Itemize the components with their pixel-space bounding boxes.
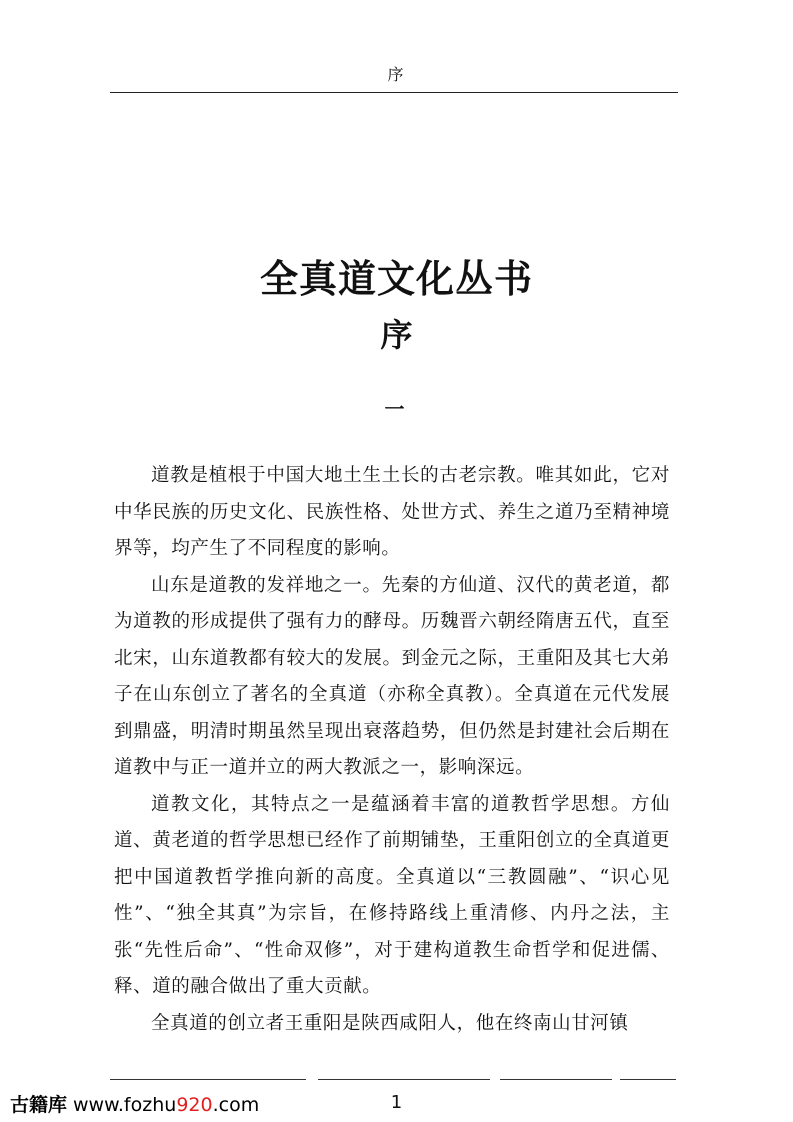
preface-title: 序 [380, 316, 413, 354]
footer-rule-segment [620, 1079, 676, 1080]
page-number: 1 [390, 1092, 403, 1113]
footer-rule-segment [318, 1079, 490, 1080]
paragraph-4: 全真道的创立者王重阳是陕西咸阳人，他在终南山甘河镇 [151, 1012, 629, 1034]
book-series-title: 全真道文化丛书 [259, 257, 533, 301]
watermark-url-number: 920 [176, 1094, 213, 1116]
watermark-url-suffix: .com [212, 1094, 260, 1116]
footer-rule-segment [500, 1079, 612, 1080]
watermark-url-prefix: www.fozhu [73, 1094, 177, 1116]
body-text [114, 458, 670, 1042]
footer-rule-segment [110, 1079, 306, 1080]
header-rule [110, 92, 678, 93]
paragraph-2: 山东是道教的发祥地之一。先秦的方仙道、汉代的黄老道，都为道教的形成提供了强有力的酵母。历魏晋六朝经隋唐五代，直至北宋，山东道教都有较大的发展。到金元之际，王重阳及其七大弟子在山东创立了著名的全真道（亦称全真教）。全真道在元代发展到鼎盛，明清时期虽然呈现出衰落趋势，但仍然是封建社会后期在道教中与正一道并立的两大教派之一，影响深远。 [114, 574, 670, 778]
section-number: 一 [384, 397, 409, 421]
paragraph-1: 道教是植根于中国大地土生土长的古老宗教。唯其如此，它对中华民族的历史文化、民族性格、处世方式、养生之道乃至精神境界等，均产生了不同程度的影响。 [114, 465, 670, 559]
running-head: 序 [387, 65, 406, 84]
paragraph-3: 道教文化，其特点之一是蕴涵着丰富的道教哲学思想。方仙道、黄老道的哲学思想已经作了前期铺垫，王重阳创立的全真道更把中国道教哲学推向新的高度。全真道以“三教圆融”、“识心见性”、“独全其真”为宗旨，在修持路线上重清修、内丹之法，主张“先性后命”、“性命双修”，对于建构道教生命哲学和促进儒、释、道的融合做出了重大贡献。 [114, 793, 670, 997]
watermark-site-name: 古籍库 [10, 1094, 68, 1116]
